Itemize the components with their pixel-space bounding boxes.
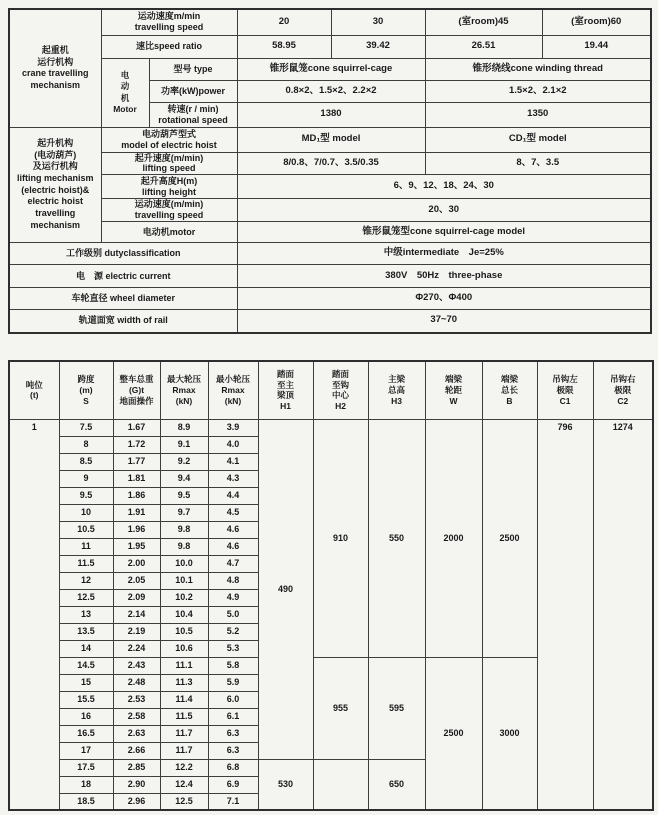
value-cell: MD₁型 model (237, 127, 425, 152)
table-cell: 2.00 (113, 555, 160, 572)
table-cell: 9.7 (160, 504, 208, 521)
table-cell: 1.86 (113, 487, 160, 504)
table-cell: 6.3 (208, 725, 258, 742)
motor-column-header: 电 动 机 Motor (101, 58, 149, 127)
table-row (9, 265, 651, 288)
table-cell: 2.09 (113, 589, 160, 606)
table-cell: 9 (59, 470, 113, 487)
value-cell: 6、9、12、18、24、30 (237, 175, 651, 199)
table-cell: 2.96 (113, 793, 160, 810)
table-row (9, 127, 651, 152)
row-label-lifting-speed: 起升速度(m/min) lifting speed (101, 152, 237, 175)
table-cell: 10.5 (160, 623, 208, 640)
col-header-h1: 踏面 至主 梁顶 H1 (258, 361, 313, 419)
table-cell: 5.8 (208, 657, 258, 674)
table-cell: 4.8 (208, 572, 258, 589)
table-cell: 15.5 (59, 691, 113, 708)
table-row (9, 152, 651, 175)
col-header-c2: 吊钩右 极限 C2 (593, 361, 653, 419)
col-header-b: 端梁 总长 B (482, 361, 537, 419)
table-cell: 12.5 (160, 793, 208, 810)
value-cell: (室room)60 (542, 9, 651, 35)
table-row (9, 175, 651, 199)
h2-910: 910 (313, 419, 368, 657)
table-cell: 4.6 (208, 521, 258, 538)
table-cell: 1.81 (113, 470, 160, 487)
value-cell: 30 (331, 9, 425, 35)
table-cell: 10.4 (160, 606, 208, 623)
table-cell: 9.1 (160, 436, 208, 453)
table-cell: 17.5 (59, 759, 113, 776)
value-cell: 20、30 (237, 199, 651, 222)
value-cell: 中级intermediate Je=25% (237, 243, 651, 265)
table-cell: 12.4 (160, 776, 208, 793)
value-cell: 1350 (425, 102, 651, 127)
value-cell: 58.95 (237, 35, 331, 58)
table-cell: 4.4 (208, 487, 258, 504)
table-cell: 2.24 (113, 640, 160, 657)
table-cell: 11.7 (160, 725, 208, 742)
table-cell: 4.6 (208, 538, 258, 555)
value-cell: 8/0.8、7/0.7、3.5/0.35 (237, 152, 425, 175)
h3-595: 595 (368, 657, 425, 759)
table-cell: 2.58 (113, 708, 160, 725)
table-cell: 2.19 (113, 623, 160, 640)
table-cell: 8.9 (160, 419, 208, 436)
value-cell: 37~70 (237, 310, 651, 333)
tonnage-value: 1 (9, 419, 59, 810)
table-cell: 12.5 (59, 589, 113, 606)
row-label-motor: 电动机motor (101, 222, 237, 243)
row-label-wheel-diameter: 车轮直径 wheel diameter (9, 288, 237, 310)
table-cell: 1.72 (113, 436, 160, 453)
row-label-rotational-speed: 转速(r / min) rotational speed (149, 102, 237, 127)
table-cell: 11.1 (160, 657, 208, 674)
table-cell: 2.63 (113, 725, 160, 742)
table-cell: 7.1 (208, 793, 258, 810)
c1-796: 796 (537, 419, 593, 810)
value-cell: 380V 50Hz three-phase (237, 265, 651, 288)
table-cell: 4.5 (208, 504, 258, 521)
w-2000: 2000 (425, 419, 482, 657)
table-cell: 9.5 (59, 487, 113, 504)
table-cell: 2.90 (113, 776, 160, 793)
value-cell: 26.51 (425, 35, 542, 58)
row-label-hoist-travelling-speed: 运动速度(m/min) travelling speed (101, 199, 237, 222)
table-cell: 9.8 (160, 521, 208, 538)
table-row (9, 199, 651, 222)
table-cell: 4.1 (208, 453, 258, 470)
table-cell: 1.67 (113, 419, 160, 436)
h3-550: 550 (368, 419, 425, 657)
table-cell: 4.3 (208, 470, 258, 487)
col-header-h2: 踏面 至钩 中心 H2 (313, 361, 368, 419)
table-cell: 6.9 (208, 776, 258, 793)
table-cell: 11.7 (160, 742, 208, 759)
col-header-c1: 吊钩左 极限 C1 (537, 361, 593, 419)
table-row (9, 310, 651, 333)
row-label-hoist-model: 电动葫芦型式 model of electric hoist (101, 127, 237, 152)
row-label-speed-ratio: 速比speed ratio (101, 35, 237, 58)
table-cell: 12 (59, 572, 113, 589)
table-cell: 13.5 (59, 623, 113, 640)
h3-650: 650 (368, 759, 425, 810)
table-cell: 6.0 (208, 691, 258, 708)
table-cell: 1.96 (113, 521, 160, 538)
table-cell: 11.5 (160, 708, 208, 725)
table-cell: 1.95 (113, 538, 160, 555)
table-cell: 8.5 (59, 453, 113, 470)
col-header-max-wheel-load: 最大轮压 Rmax (kN) (160, 361, 208, 419)
table-cell: 10.0 (160, 555, 208, 572)
table-cell: 1.91 (113, 504, 160, 521)
crane-dimension-table (8, 360, 654, 811)
value-cell: 39.42 (331, 35, 425, 58)
table-cell: 16.5 (59, 725, 113, 742)
h2-955: 955 (313, 657, 368, 759)
table-cell: 4.0 (208, 436, 258, 453)
row-label-power: 功率(kW)power (149, 80, 237, 102)
table-cell: 10.2 (160, 589, 208, 606)
table-cell: 11.4 (160, 691, 208, 708)
row-label-lifting-height: 起升高度H(m) lifting height (101, 175, 237, 199)
table-cell: 9.8 (160, 538, 208, 555)
table-cell: 10.1 (160, 572, 208, 589)
table-cell: 6.8 (208, 759, 258, 776)
col-header-total-weight: 整车总重 (G)t 地面操作 (113, 361, 160, 419)
crane-spec-table-area (8, 8, 652, 334)
value-cell: (室room)45 (425, 9, 542, 35)
table-cell: 14 (59, 640, 113, 657)
table-cell: 2.48 (113, 674, 160, 691)
table-cell: 11.5 (59, 555, 113, 572)
col-header-span: 跨度 (m) S (59, 361, 113, 419)
table-cell: 5.3 (208, 640, 258, 657)
row-label-duty-classification: 工作级别 dutyclassification (9, 243, 237, 265)
table-cell: 3.9 (208, 419, 258, 436)
value-cell: 锥形鼠笼cone squirrel-cage (237, 58, 425, 80)
row-label-width-of-rail: 轨道面宽 width of rail (9, 310, 237, 333)
table-cell: 12.2 (160, 759, 208, 776)
table-cell: 2.43 (113, 657, 160, 674)
table-cell: 11 (59, 538, 113, 555)
table-cell: 15 (59, 674, 113, 691)
table-cell: 9.5 (160, 487, 208, 504)
value-cell: CD₁型 model (425, 127, 651, 152)
col-header-w: 端梁 轮距 W (425, 361, 482, 419)
table-cell: 18.5 (59, 793, 113, 810)
h1-530: 530 (258, 759, 313, 810)
table-cell: 13 (59, 606, 113, 623)
table-cell: 4.7 (208, 555, 258, 572)
table-cell: 2.05 (113, 572, 160, 589)
table-row (9, 222, 651, 243)
col-header-h3: 主梁 总高 H3 (368, 361, 425, 419)
table-cell: 18 (59, 776, 113, 793)
h2-empty (313, 759, 368, 810)
c2-1274: 1274 (593, 419, 653, 810)
row-label-travelling-speed: 运动速度m/min travelling speed (101, 9, 237, 35)
group-header-lifting-mechanism: 起升机构 (电动葫芦) 及运行机构 lifting mechanism (electric hoist)& electric hoist travelling mechanism (9, 127, 101, 243)
table-row (9, 361, 653, 419)
table-cell: 5.0 (208, 606, 258, 623)
col-header-tonnage: 吨位 (t) (9, 361, 59, 419)
table-cell: 10.5 (59, 521, 113, 538)
value-cell: 锥形鼠笼型cone squirrel-cage model (237, 222, 651, 243)
table-cell: 2.14 (113, 606, 160, 623)
table-row (9, 288, 651, 310)
table-row (9, 419, 653, 436)
table-row (9, 35, 651, 58)
h1-490: 490 (258, 419, 313, 759)
table-cell: 5.2 (208, 623, 258, 640)
b-2500: 2500 (482, 419, 537, 657)
value-cell: 0.8×2、1.5×2、2.2×2 (237, 80, 425, 102)
value-cell: 19.44 (542, 35, 651, 58)
value-cell: 1.5×2、2.1×2 (425, 80, 651, 102)
table-cell: 14.5 (59, 657, 113, 674)
table-cell: 4.9 (208, 589, 258, 606)
crane-dimension-table-area (8, 360, 654, 811)
w-2500: 2500 (425, 657, 482, 810)
table-row (9, 243, 651, 265)
table-cell: 6.1 (208, 708, 258, 725)
value-cell: 锥形绕线cone winding thread (425, 58, 651, 80)
row-label-type: 型号 type (149, 58, 237, 80)
crane-spec-table (8, 8, 652, 334)
value-cell: 1380 (237, 102, 425, 127)
table-cell: 11.3 (160, 674, 208, 691)
table-row (9, 58, 651, 80)
table-cell: 10 (59, 504, 113, 521)
table-cell: 10.6 (160, 640, 208, 657)
table-cell: 2.85 (113, 759, 160, 776)
table-cell: 1.77 (113, 453, 160, 470)
table-cell: 16 (59, 708, 113, 725)
table-cell: 7.5 (59, 419, 113, 436)
value-cell: 8、7、3.5 (425, 152, 651, 175)
table-row (9, 9, 651, 35)
value-cell: 20 (237, 9, 331, 35)
table-cell: 2.53 (113, 691, 160, 708)
table-cell: 9.2 (160, 453, 208, 470)
col-header-min-wheel-load: 最小轮压 Rmax (kN) (208, 361, 258, 419)
table-cell: 5.9 (208, 674, 258, 691)
table-cell: 17 (59, 742, 113, 759)
table-cell: 6.3 (208, 742, 258, 759)
table-cell: 8 (59, 436, 113, 453)
value-cell: Φ270、Φ400 (237, 288, 651, 310)
row-label-electric-current: 电 源 electric current (9, 265, 237, 288)
table-cell: 9.4 (160, 470, 208, 487)
b-3000: 3000 (482, 657, 537, 810)
group-header-crane-travelling: 起重机 运行机构 crane travelling mechanism (9, 9, 101, 127)
table-cell: 2.66 (113, 742, 160, 759)
